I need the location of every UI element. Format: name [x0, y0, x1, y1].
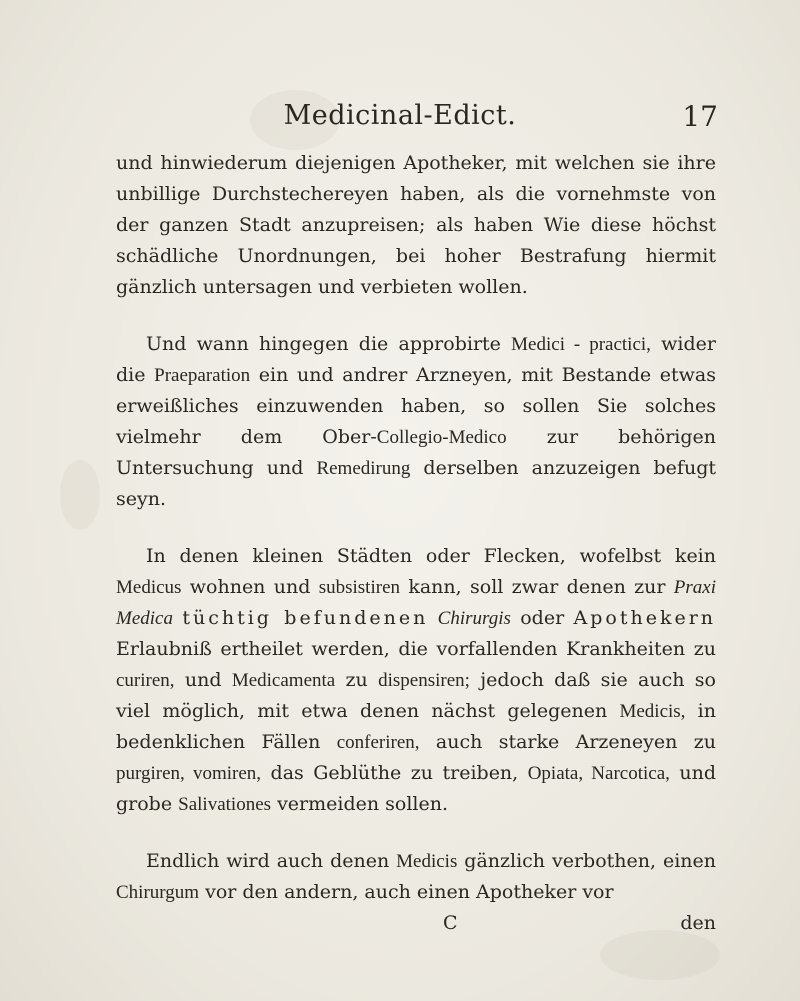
- text-run: wider die: [116, 333, 716, 386]
- text-run: wohnen und: [181, 576, 319, 598]
- signature-mark: C: [443, 912, 458, 934]
- page-title: Medicinal-Edict.: [283, 100, 517, 131]
- text-run: kann, soll zwar denen zur: [400, 576, 674, 598]
- text-run: in bedenklichen Fällen: [116, 700, 716, 753]
- latin-term: conferiren,: [336, 732, 420, 753]
- running-head: [0, 100, 800, 140]
- text-run: auch starke Arzeneyen zu: [419, 731, 716, 753]
- text-run: gänzlich verbothen, einen: [457, 850, 716, 872]
- paper-stain: [60, 460, 100, 530]
- text-run: oder: [510, 607, 574, 629]
- latin-term: Medicis: [396, 851, 458, 872]
- latin-term: Medicus: [116, 577, 182, 598]
- latin-term: Medicis,: [619, 701, 686, 722]
- latin-term: Chirurgis: [437, 608, 511, 629]
- paragraph-3: [116, 541, 716, 820]
- latin-term: subsistiren: [318, 577, 400, 598]
- text-run: [428, 607, 437, 629]
- latin-term: Opiata, Narcotica,: [527, 763, 670, 784]
- text-run: vermeiden sollen.: [271, 793, 449, 815]
- text-run: zu: [335, 669, 379, 691]
- text-run: Endlich wird auch denen: [146, 850, 397, 872]
- latin-term: Salivationes: [178, 794, 272, 815]
- text-run: das Geblüthe zu treiben,: [261, 762, 528, 784]
- spaced-emphasis: tüchtig befundenen: [182, 607, 429, 629]
- text-run: und: [174, 669, 232, 691]
- page-footer: [116, 912, 716, 944]
- text-run: [173, 607, 182, 629]
- paragraph-2: [116, 329, 716, 515]
- paragraph-1: [116, 148, 716, 303]
- latin-term: Praxi Medica: [116, 577, 716, 629]
- latin-term: Praeparation: [154, 365, 251, 386]
- text-run: Und wann hingegen die approbirte: [146, 333, 512, 355]
- latin-term: Remedirung: [316, 458, 411, 479]
- text-run: ein und andrer Arzneyen, mit Bestande etwas erweißliches einzuwenden haben, so sollen Sie solches vielmehr dem Ober-: [116, 364, 716, 448]
- page-number: 17: [682, 100, 718, 133]
- text-run: und grobe: [116, 762, 717, 815]
- latin-term: purgiren, vomiren,: [116, 763, 262, 784]
- catchword: den: [680, 912, 716, 934]
- latin-term: dispensiren;: [378, 670, 470, 691]
- body-text: [116, 148, 716, 908]
- latin-term: Collegio-Medico: [376, 427, 507, 448]
- spaced-emphasis: Apothekern: [573, 607, 717, 629]
- latin-term: Medici - practici,: [511, 334, 651, 355]
- text-run: und hinwiederum diejenigen Apotheker, mit welchen sie ihre unbillige Durchstechereyen haben, als die vornehmste von der ganzen Stadt anzupreisen; als haben Wie diese höchst schädliche Unordnungen, bei hoher Bestrafung hiermit gänzlich untersagen und verbieten wollen.: [116, 152, 716, 298]
- latin-term: Medicamenta: [231, 670, 336, 691]
- text-run: jedoch daß sie auch so viel möglich, mit etwa denen nächst gelegenen: [116, 669, 716, 722]
- paragraph-4: [116, 846, 716, 908]
- text-run: vor den andern, auch einen Apotheker vor: [199, 881, 614, 903]
- text-run: In denen kleinen Städten oder Flecken, wofelbst kein: [146, 545, 716, 567]
- latin-term: curiren,: [116, 670, 175, 691]
- text-run: Erlaubniß ertheilet werden, die vorfallenden Krankheiten zu: [116, 638, 716, 660]
- latin-term: Chirurgum: [116, 882, 200, 903]
- text-run: zur behörigen Untersuchung und: [116, 426, 716, 479]
- text-run: derselben anzuzeigen befugt seyn.: [116, 457, 716, 510]
